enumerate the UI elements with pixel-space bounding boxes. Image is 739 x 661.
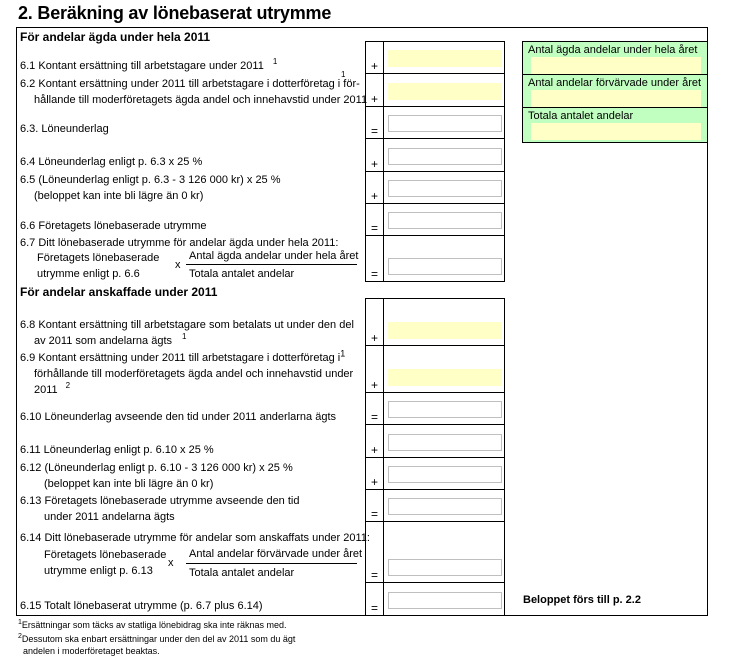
- formula-left-6-14: [44, 547, 166, 579]
- item-text: Ditt lönebaserade utrymme för andelar som anskaffats under 2011:: [44, 532, 370, 544]
- item-text: Kontant ersättning under 2011 till arbetstagare i dotterföretag i för-: [38, 78, 360, 90]
- operator: =: [366, 107, 384, 138]
- item-number: 6.9: [20, 352, 36, 364]
- item-6-9-label: [20, 350, 353, 398]
- item-number: 6.14: [20, 532, 42, 544]
- item-text: (beloppet kan inte bli lägre än 0 kr): [34, 190, 204, 202]
- item-text: (Löneunderlag enligt p. 6.3 - 3 126 000 kr) x 25 %: [38, 174, 281, 186]
- operator: +: [366, 139, 384, 171]
- transfer-note: Beloppet förs till p. 2.2: [523, 594, 641, 606]
- item-text: under 2011 andelarna ägts: [44, 511, 175, 523]
- row-6-5: [365, 172, 505, 204]
- footnote-ref: 1: [182, 332, 187, 342]
- input-6-3[interactable]: [388, 115, 502, 132]
- item-6-13-label: [20, 493, 299, 525]
- input-6-13[interactable]: [388, 498, 502, 515]
- operator: =: [366, 583, 384, 615]
- input-6-5[interactable]: [388, 180, 502, 197]
- item-text: Ditt lönebaserade utrymme för andelar ägda under hela 2011:: [38, 237, 339, 249]
- row-6-2: [365, 74, 505, 107]
- item-number: 6.8: [20, 319, 36, 331]
- item-number: 6.3.: [20, 123, 39, 135]
- footnote-text: Ersättningar som täcks av statliga lönebidrag ska inte räknas med.: [21, 620, 287, 630]
- item-number: 6.6: [20, 220, 36, 232]
- row-6-10: [365, 393, 505, 425]
- operator: +: [366, 425, 384, 457]
- item-number: 6.12: [20, 462, 42, 474]
- item-text: Totalt lönebaserat utrymme (p. 6.7 plus 6.14): [44, 600, 263, 612]
- item-number: 6.13: [20, 495, 42, 507]
- share-count-panel: [522, 41, 708, 143]
- footnote-1: [18, 619, 287, 631]
- item-text: (beloppet kan inte bli lägre än 0 kr): [44, 478, 214, 490]
- formula-denominator: Totala antalet andelar: [189, 567, 295, 579]
- formula-numerator: Antal ägda andelar under hela året: [189, 250, 359, 262]
- item-6-1-label: [20, 58, 277, 74]
- field-label: Antal andelar förvärvade under året: [528, 77, 702, 89]
- section2-heading: För andelar anskaffade under 2011: [20, 285, 218, 299]
- owned-shares-field: [523, 42, 707, 75]
- item-6-14-label: [20, 530, 370, 546]
- acquired-shares-field: [523, 75, 707, 108]
- item-number: 6.10: [20, 411, 42, 423]
- footnote-mark: 2: [18, 633, 22, 640]
- input-6-7[interactable]: [388, 258, 502, 275]
- field-label: Antal ägda andelar under hela året: [528, 44, 698, 56]
- row-6-7: [365, 236, 505, 282]
- item-text: hållande till moderföretagets ägda andel och innehavstid under 2011: [34, 94, 368, 106]
- operator: +: [366, 298, 384, 345]
- formula-text: utrymme enligt p. 6.13: [44, 565, 153, 577]
- operator: =: [366, 522, 384, 582]
- operator: +: [366, 172, 384, 203]
- footnote-text: Dessutom ska enbart ersättningar under den del av 2011 som du ägt: [21, 634, 296, 644]
- item-6-2-label: [20, 76, 367, 108]
- total-shares-input[interactable]: [531, 123, 701, 140]
- input-6-8[interactable]: [388, 322, 502, 339]
- item-6-10-label: [20, 409, 336, 425]
- item-text: Företagets lönebaserade utrymme: [38, 220, 207, 232]
- operator: +: [366, 346, 384, 392]
- formula-numerator: Antal andelar förvärvade under året: [189, 548, 363, 560]
- field-label: Totala antalet andelar: [528, 110, 634, 122]
- formula-text: Företagets lönebaserade: [37, 252, 160, 264]
- item-text: Löneunderlag enligt p. 6.10 x 25 %: [43, 444, 214, 456]
- item-text: Löneunderlag enligt p. 6.3 x 25 %: [38, 156, 203, 168]
- input-6-4[interactable]: [388, 148, 502, 165]
- item-6-15-label: [20, 598, 263, 614]
- item-number: 6.7: [20, 237, 36, 249]
- formula-left-6-7: [37, 250, 159, 282]
- item-6-8-label: [20, 317, 354, 349]
- formula-text: Företagets lönebaserade: [44, 549, 167, 561]
- item-6-6-label: [20, 218, 207, 234]
- row-6-12: [365, 458, 505, 490]
- item-text: förhållande till moderföretagets ägda andel och innehavstid under: [34, 368, 354, 380]
- item-6-11-label: [20, 442, 214, 458]
- operator: =: [366, 393, 384, 424]
- item-text: Företagets lönebaserade utrymme avseende den tid: [44, 495, 300, 507]
- row-6-14: [365, 522, 505, 583]
- operator: =: [366, 204, 384, 235]
- item-text: Löneunderlag: [41, 123, 109, 135]
- row-6-9: [365, 346, 505, 393]
- formula-times: x: [175, 259, 181, 271]
- input-6-6[interactable]: [388, 212, 502, 229]
- row-6-6: [365, 204, 505, 236]
- row-6-3: [365, 107, 505, 139]
- owned-shares-input[interactable]: [531, 57, 701, 74]
- item-text: 2011: [34, 384, 58, 396]
- acquired-shares-input[interactable]: [531, 90, 701, 107]
- item-text: av 2011 som andelarna ägts: [34, 335, 172, 347]
- item-text: (Löneunderlag enligt p. 6.10 - 3 126 000 kr) x 25 %: [44, 462, 293, 474]
- item-number: 6.15: [20, 600, 42, 612]
- fraction-line: [186, 264, 357, 265]
- footnote-ref: 1: [272, 57, 278, 67]
- formula-times: x: [168, 557, 174, 569]
- item-number: 6.5: [20, 174, 36, 186]
- operator: +: [366, 74, 384, 106]
- item-number: 6.1: [20, 60, 36, 72]
- formula-denominator: Totala antalet andelar: [189, 268, 295, 280]
- item-number: 6.2: [20, 78, 36, 90]
- footnote-ref: 2: [65, 381, 71, 391]
- fraction-line: [186, 563, 357, 564]
- operator: +: [366, 41, 384, 73]
- operator: =: [366, 236, 384, 281]
- row-6-1: [365, 41, 505, 74]
- operator: +: [366, 458, 384, 489]
- input-6-12[interactable]: [388, 466, 502, 483]
- total-shares-field: [523, 108, 707, 141]
- item-6-4-label: [20, 154, 202, 170]
- item-number: 6.11: [20, 444, 41, 456]
- operator: =: [366, 490, 384, 521]
- item-text: Kontant ersättning till arbetstagare som betalats ut under den del: [38, 319, 354, 331]
- item-6-12-label: [20, 460, 293, 492]
- input-6-11[interactable]: [388, 434, 502, 451]
- footnote-mark: 1: [18, 619, 22, 626]
- item-6-3-label: [20, 121, 109, 137]
- footnote-2: [18, 633, 295, 657]
- input-6-14[interactable]: [388, 559, 502, 576]
- item-text: Kontant ersättning under 2011 till arbetstagare i dotterföretag i: [38, 352, 341, 364]
- input-6-1[interactable]: [388, 50, 502, 67]
- item-number: 6.4: [20, 156, 36, 168]
- input-6-15[interactable]: [388, 592, 502, 609]
- input-6-2[interactable]: [388, 83, 502, 100]
- item-text: Löneunderlag avseende den tid under 2011 anderlarna ägts: [44, 411, 337, 423]
- formula-text: utrymme enligt p. 6.6: [37, 268, 140, 280]
- footnote-text: andelen i moderföretaget beaktas.: [23, 646, 160, 656]
- section1-heading: För andelar ägda under hela 2011: [20, 30, 211, 44]
- row-6-11: [365, 425, 505, 458]
- row-6-15: [365, 583, 505, 616]
- item-text: Kontant ersättning till arbetstagare under 2011: [38, 60, 264, 72]
- item-6-5-label: [20, 172, 281, 204]
- page-title: 2. Beräkning av lönebaserat utrymme: [18, 3, 332, 23]
- row-6-8: [365, 298, 505, 346]
- row-6-4: [365, 139, 505, 172]
- input-6-10[interactable]: [388, 401, 502, 418]
- row-6-13: [365, 490, 505, 522]
- input-6-9[interactable]: [388, 369, 502, 386]
- footnote-ref: 1: [340, 348, 346, 359]
